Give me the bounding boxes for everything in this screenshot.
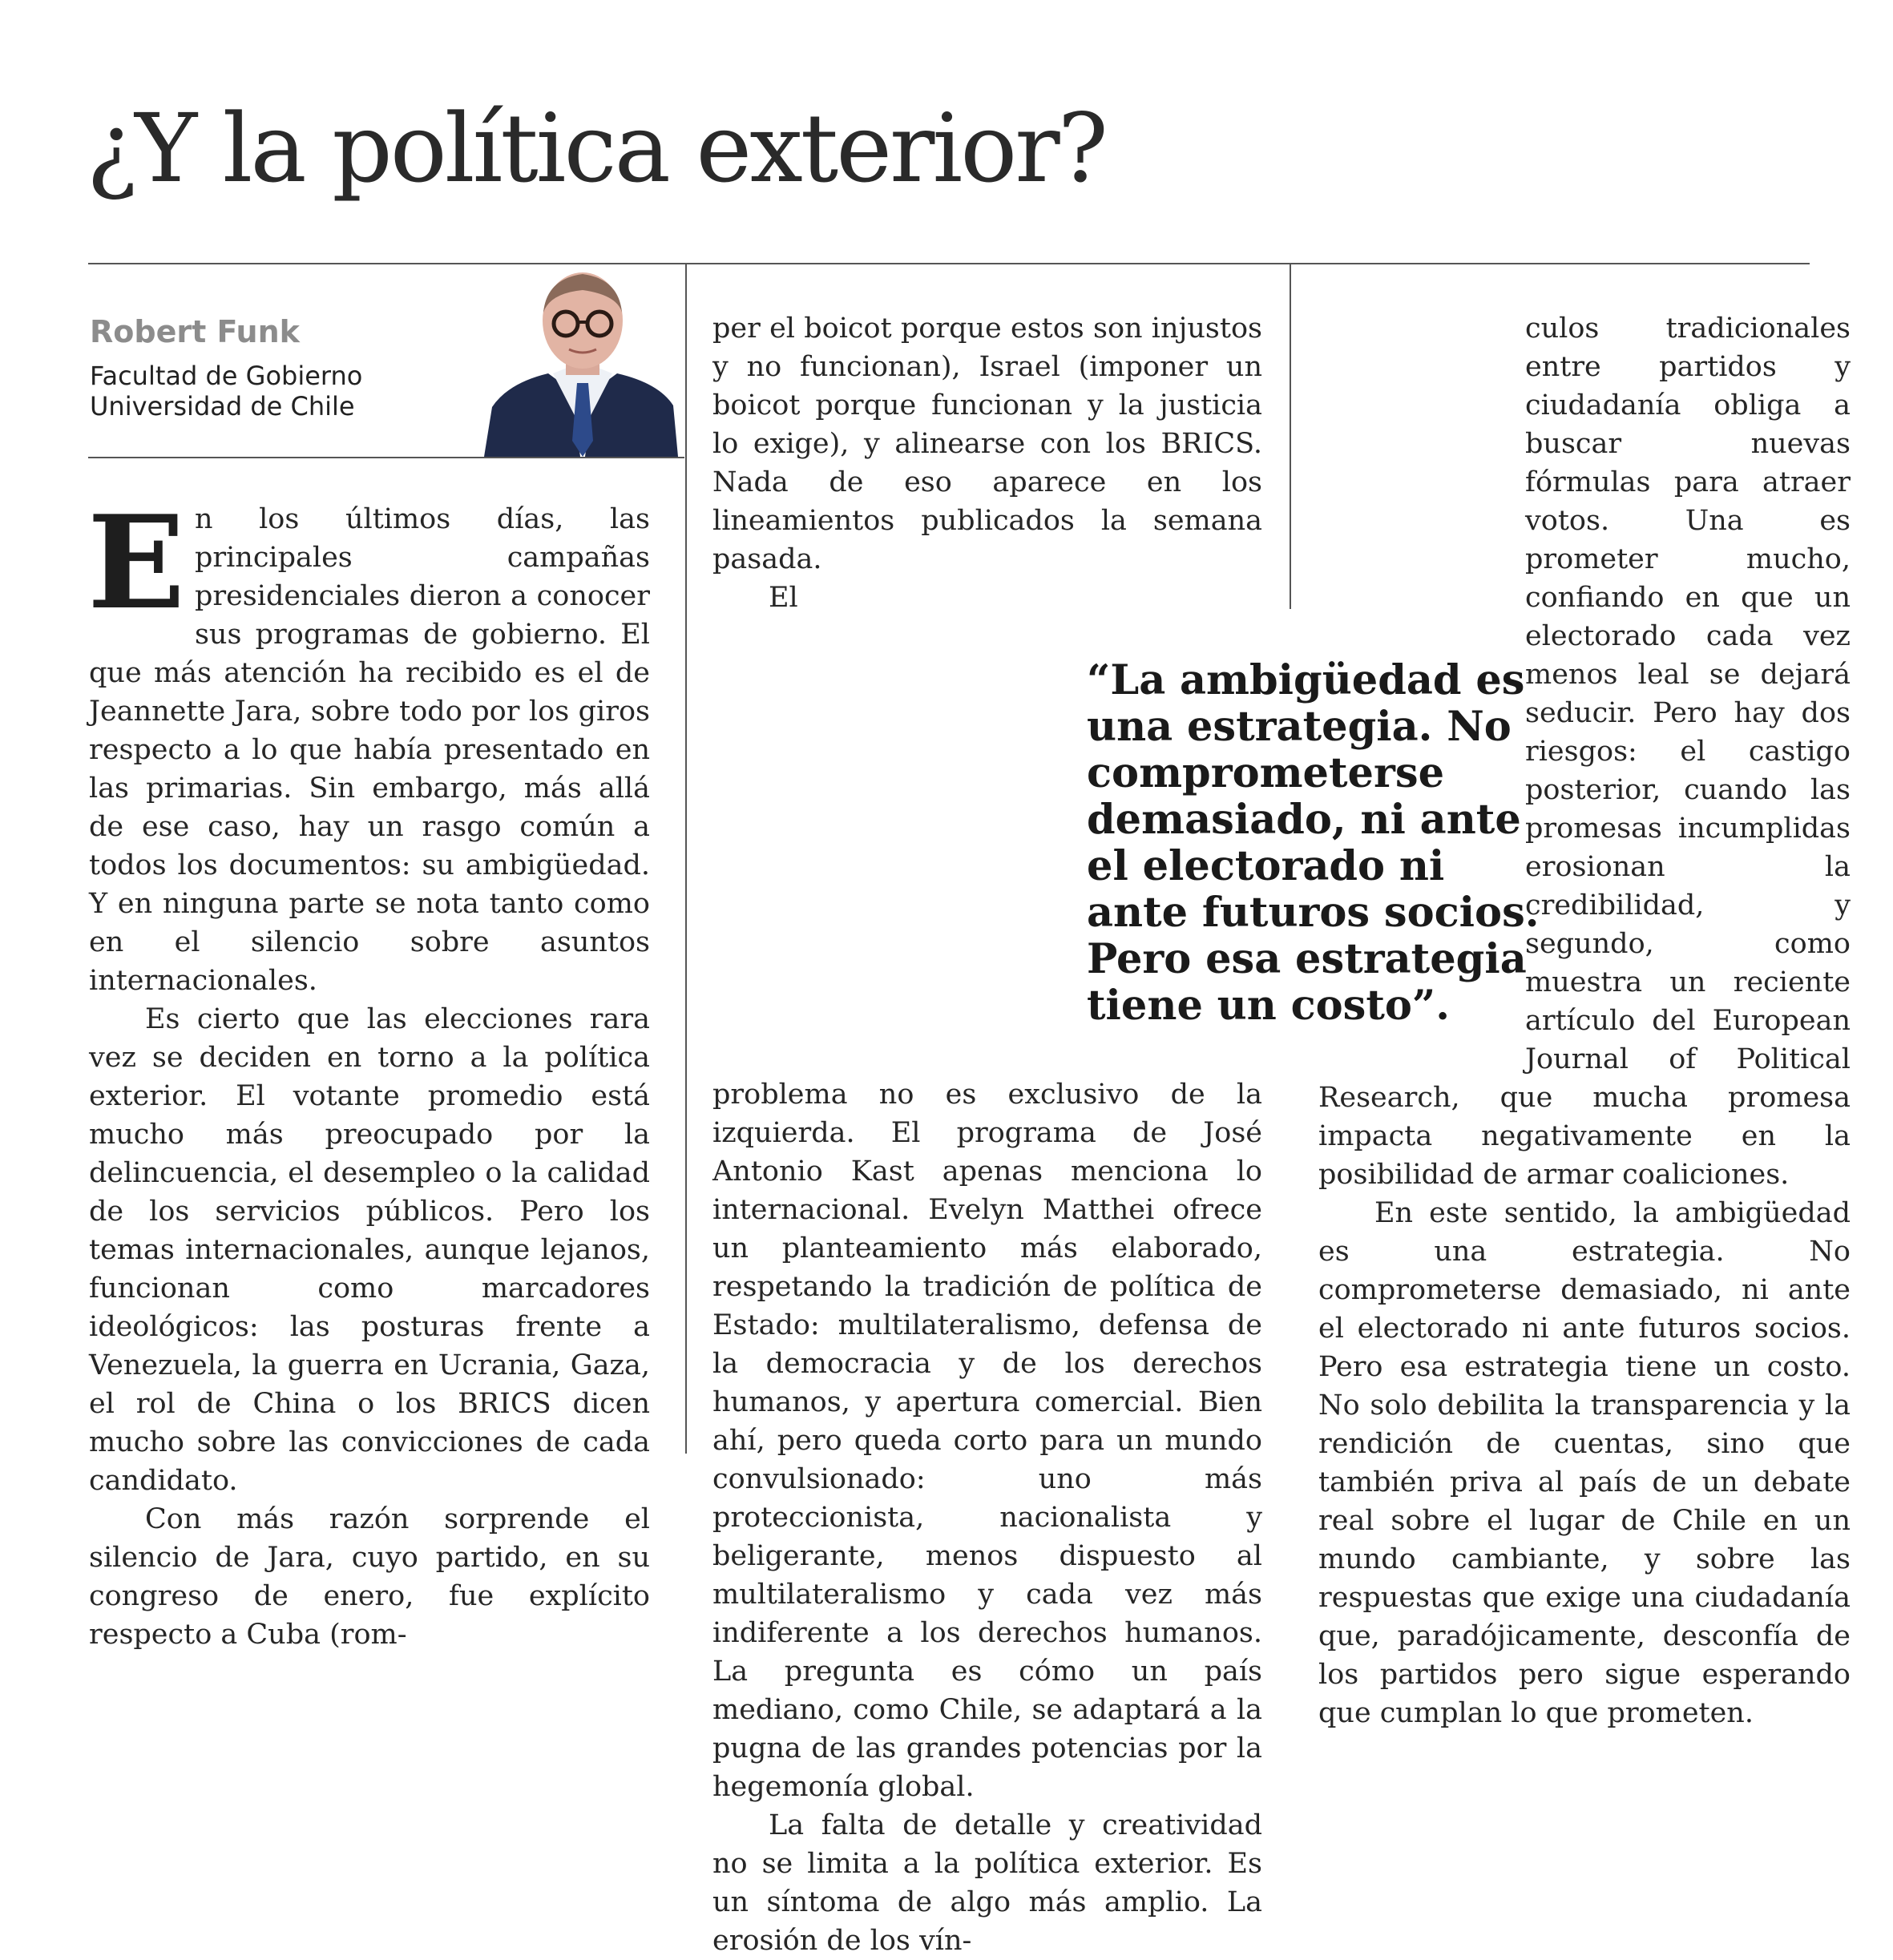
col1-paragraph-2: Es cierto que las elecciones rara vez se deciden en torno a la política exterior. El votante promedio está mucho más preocupado por la delincuencia, el desempleo o la calidad de los servicios públicos. Pero los temas internacionales, aunque lejanos, funcionan como marcadores ideológicos: las posturas frente a Venezuela, la guerra en Ucrania, Gaza, el rol de China o los BRICS dicen mucho sobre las convicciones de cada candidato. [89, 1003, 650, 1497]
col3-paragraph-1: culos tradicionales entre partidos y ciudadanía obliga a buscar nuevas fórmulas para atraer votos. Una es prometer mucho, confiando en que un electorado cada vez menos leal se dejará seducir. Pero hay dos riesgos: el castigo posterior, cuando las promesas incumplidas erosionan la credibilidad, y segundo, como muestra un reciente artículo del European Journal of Political Research, que mucha promesa impacta negativamente en la posibilidad de armar coaliciones. [1318, 313, 1851, 1191]
pull-quote [1087, 656, 1540, 1030]
pull-quote-line: demasiado, ni ante [1087, 796, 1521, 844]
author-affiliation-line2: Universidad de Chile [90, 391, 355, 421]
column-divider-1 [685, 264, 687, 1454]
pull-quote-line: una estrategia. No [1087, 703, 1512, 751]
col1-paragraph-3: Con más razón sorprende el silencio de Jara, cuyo partido, en su congreso de enero, fue explícito respecto a Cuba (rom- [89, 1503, 650, 1651]
author-portrait [476, 271, 686, 457]
col2-paragraph-2: El problema no es exclusivo de la izquierda. El programa de José Antonio Kast apenas menciona lo internacional. Evelyn Matthei ofrece un planteamiento más elaborado, respetando la tradición de política de Estado: multilateralismo, defensa de la democracia y de los derechos humanos, y apertura comercial. Bien ahí, pero queda corto para un mundo convulsionado: uno más proteccionista, nacionalista y beligerante, menos dispuesto al multilateralismo y cada vez más indiferente a los derechos humanos. La pregunta es cómo un país mediano, como Chile, se adaptará a la pugna de las grandes potencias por la hegemonía global. [712, 582, 1262, 1803]
pull-quote-line: ante futuros socios. [1087, 889, 1540, 937]
pull-quote-line: el electorado ni [1087, 842, 1445, 890]
author-affiliation-line1: Facultad de Gobierno [90, 361, 363, 391]
author-divider [88, 457, 684, 458]
col1-paragraph-1: n los últimos días, las principales campañas presidenciales dieron a conocer sus programas de gobierno. El que más atención ha recibido es el de Jeannette Jara, sobre todo por los giros respecto a lo que había presentado en las primarias. Sin embargo, más allá de ese caso, hay un rasgo común a todos los documentos: su ambigüedad. Y en ninguna parte se nota tanto como en el silencio sobre asuntos internacionales. [89, 503, 650, 997]
pull-quote-line: “La ambigüedad es [1087, 656, 1525, 704]
pull-quote-line: comprometerse [1087, 749, 1445, 797]
pull-quote-line: tiene un costo”. [1087, 982, 1451, 1030]
article-column-1 [87, 487, 650, 1654]
author-affiliation [90, 361, 362, 421]
col3-paragraph-2: En este sentido, la ambigüedad es una estrategia. No comprometerse demasiado, ni ante el electorado ni ante futuros socios. Pero esa estrategia tiene un costo. No solo debilita la transparencia y la rendición de cuentas, sino que también priva al país de un debate real sobre el lugar de Chile en un mundo cambiante, y sobre las respuestas que exige una ciudadanía que, paradójicamente, desconfía de los partidos pero sigue esperando que cumplan lo que prometen. [1318, 1197, 1851, 1729]
column-divider-2 [1290, 264, 1291, 609]
col2-paragraph-3: La falta de detalle y creatividad no se limita a la política exterior. Es un síntoma de algo más amplio. La erosión de los vín- [712, 1809, 1262, 1957]
article-column-2 [712, 309, 1262, 1960]
pull-quote-line: Pero esa estrategia [1087, 935, 1527, 983]
col2-paragraph-1: per el boicot porque estos son injustos y no funcionan), Israel (imponer un boicot porque funcionan y la justicia lo exige), y alinearse con los BRICS. Nada de eso aparece en los lineamientos publicados la semana pasada. [712, 313, 1262, 575]
author-name: Robert Funk [90, 314, 300, 349]
headline: ¿Y la política exterior? [87, 93, 1106, 204]
drop-cap: E [87, 487, 185, 638]
header-divider [88, 263, 1810, 264]
